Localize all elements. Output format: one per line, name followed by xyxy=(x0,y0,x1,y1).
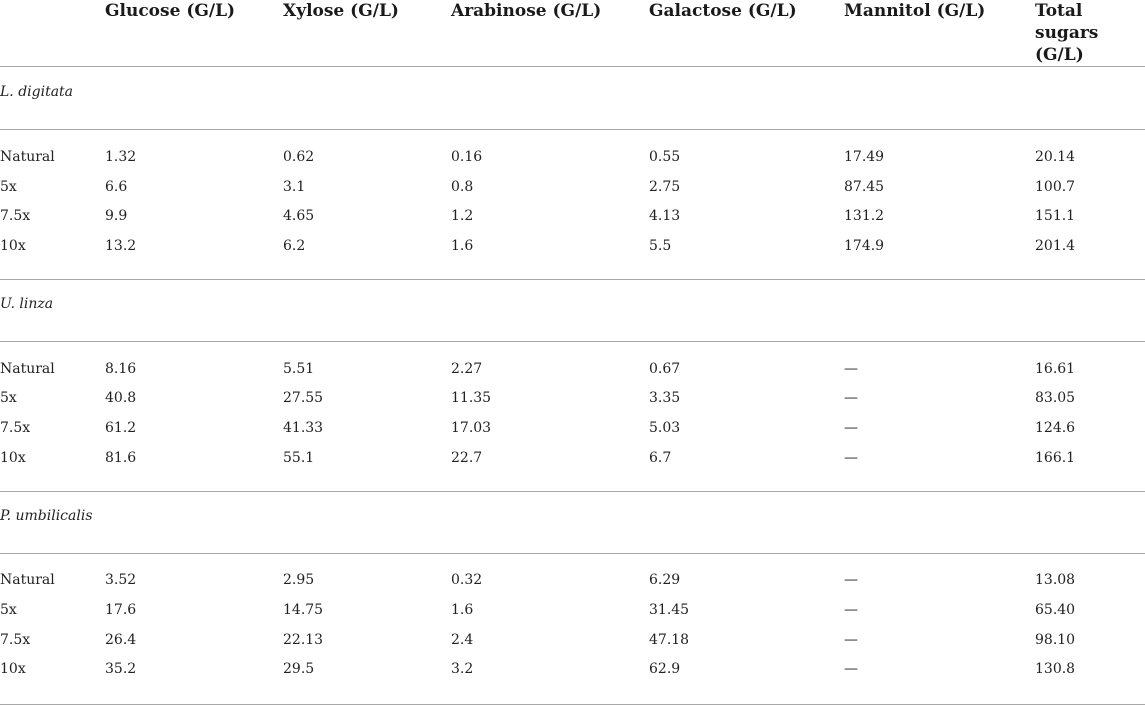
table-header xyxy=(0,0,1145,67)
table-cell: 87.45 xyxy=(844,178,885,195)
table-cell: 20.14 xyxy=(1035,148,1076,165)
table-cell: 81.6 xyxy=(105,449,137,466)
table-cell: 17.6 xyxy=(105,602,137,619)
group-spacer xyxy=(0,341,1145,354)
table-row xyxy=(0,566,1145,596)
table-cell: 41.33 xyxy=(283,419,324,436)
spacer-cell xyxy=(0,130,1145,143)
table-cell: 31.45 xyxy=(649,602,690,619)
spacer-cell xyxy=(0,341,1145,354)
table-cell: 6.7 xyxy=(649,449,672,466)
table-cell: 13.08 xyxy=(1035,572,1076,589)
table-cell: 1.6 xyxy=(451,602,474,619)
table-cell: 1.2 xyxy=(451,208,474,225)
header-cell-blank xyxy=(0,0,103,67)
table-cell: 9.9 xyxy=(105,208,128,225)
table-cell: — xyxy=(844,419,858,436)
table-cell: 124.6 xyxy=(1035,419,1076,436)
table-cell: 174.9 xyxy=(844,237,885,254)
group-row xyxy=(0,279,1145,341)
table-cell: 166.1 xyxy=(1035,449,1076,466)
table-cell: 5.03 xyxy=(649,419,681,436)
table-cell: — xyxy=(844,661,858,678)
table-cell: 4.65 xyxy=(283,208,315,225)
group-row xyxy=(0,491,1145,553)
table-cell: 35.2 xyxy=(105,661,137,678)
row-label-cell: Natural xyxy=(0,572,55,589)
table-cell: 1.32 xyxy=(105,148,137,165)
header-row xyxy=(0,0,1145,67)
table-cell: — xyxy=(844,449,858,466)
table-cell: 27.55 xyxy=(283,390,324,407)
table-cell: 55.1 xyxy=(283,449,315,466)
table-cell: 8.16 xyxy=(105,360,137,377)
table-cell: 2.4 xyxy=(451,631,474,648)
table-cell: 2.95 xyxy=(283,572,315,589)
table-cell: 11.35 xyxy=(451,390,492,407)
table-cell: 13.2 xyxy=(105,237,137,254)
group-label: L. digitata xyxy=(0,61,1145,124)
table-cell: 4.13 xyxy=(649,208,681,225)
table-body xyxy=(0,67,1145,705)
table-row xyxy=(0,383,1145,413)
table-row xyxy=(0,142,1145,172)
group-spacer xyxy=(0,553,1145,566)
row-label-cell: 5x xyxy=(0,390,17,407)
table-row xyxy=(0,172,1145,202)
table-cell: 6.6 xyxy=(105,178,128,195)
table-cell: 0.16 xyxy=(451,148,483,165)
table-cell: 2.27 xyxy=(451,360,483,377)
table-cell: — xyxy=(844,631,858,648)
table-cell: 40.8 xyxy=(105,390,137,407)
table-row xyxy=(0,354,1145,384)
table-cell: 130.8 xyxy=(1035,661,1076,678)
table-cell: 62.9 xyxy=(649,661,681,678)
table-cell: 22.13 xyxy=(283,631,324,648)
row-label-cell: 7.5x xyxy=(0,419,31,436)
table-cell: 131.2 xyxy=(844,208,885,225)
table-cell: 0.67 xyxy=(649,360,681,377)
table-cell: 3.1 xyxy=(283,178,306,195)
table-cell: 16.61 xyxy=(1035,360,1076,377)
table-cell: 3.2 xyxy=(451,661,474,678)
table-cell: 0.62 xyxy=(283,148,315,165)
table-row xyxy=(0,655,1145,685)
row-label-cell: Natural xyxy=(0,360,55,377)
table-cell: 14.75 xyxy=(283,602,324,619)
table-cell: 22.7 xyxy=(451,449,483,466)
table-cell: 0.8 xyxy=(451,178,474,195)
table-cell: — xyxy=(844,390,858,407)
table-cell: 1.6 xyxy=(451,237,474,254)
row-label-cell: 7.5x xyxy=(0,208,31,225)
table-row xyxy=(0,595,1145,625)
header-cell-mannitol: Mannitol (G/L) xyxy=(842,0,1033,67)
table-cell: 5.5 xyxy=(649,237,672,254)
group-label: P. umbilicalis xyxy=(0,485,1145,547)
table-row xyxy=(0,231,1145,261)
header-cell-total-sugars: Total sugars (G/L) xyxy=(1033,0,1145,67)
row-label-cell: 10x xyxy=(0,449,26,466)
table-bottom-rule xyxy=(0,684,1145,705)
table-row xyxy=(0,413,1145,443)
table-cell: 26.4 xyxy=(105,631,137,648)
table-row xyxy=(0,201,1145,231)
table-cell: 17.03 xyxy=(451,419,492,436)
table-cell: — xyxy=(844,572,858,589)
table-cell: 83.05 xyxy=(1035,390,1076,407)
table-cell: 151.1 xyxy=(1035,208,1076,225)
table-cell: 6.29 xyxy=(649,572,681,589)
header-cell-arabinose: Arabinose (G/L) xyxy=(449,0,647,67)
table-cell: 201.4 xyxy=(1035,237,1076,254)
row-label-cell: 10x xyxy=(0,661,26,678)
row-label-cell: 10x xyxy=(0,237,26,254)
table-cell: 0.55 xyxy=(649,148,681,165)
row-label-cell: 5x xyxy=(0,178,17,195)
table-cell: 29.5 xyxy=(283,661,315,678)
header-cell-galactose: Galactose (G/L) xyxy=(647,0,842,67)
table-cell: 5.51 xyxy=(283,360,315,377)
table-row xyxy=(0,625,1145,655)
table-cell: — xyxy=(844,360,858,377)
group-label: U. linza xyxy=(0,273,1145,335)
table-row xyxy=(0,443,1145,473)
table-cell: 0.32 xyxy=(451,572,483,589)
table-cell: 61.2 xyxy=(105,419,137,436)
table-cell: 98.10 xyxy=(1035,631,1076,648)
group-spacer xyxy=(0,130,1145,143)
header-cell-glucose: Glucose (G/L) xyxy=(103,0,281,67)
group-row xyxy=(0,67,1145,130)
row-label-cell: 7.5x xyxy=(0,631,31,648)
spacer-cell xyxy=(0,553,1145,566)
bottom-rule-cell xyxy=(0,684,1145,705)
table-cell: 17.49 xyxy=(844,148,885,165)
table-cell: 3.52 xyxy=(105,572,137,589)
row-label-cell: 5x xyxy=(0,602,17,619)
table-cell: 47.18 xyxy=(649,631,690,648)
table-cell: 2.75 xyxy=(649,178,681,195)
header-cell-xylose: Xylose (G/L) xyxy=(281,0,449,67)
table-cell: 65.40 xyxy=(1035,602,1076,619)
table-cell: 100.7 xyxy=(1035,178,1076,195)
table-cell: — xyxy=(844,602,858,619)
table-cell: 3.35 xyxy=(649,390,681,407)
table-cell: 6.2 xyxy=(283,237,306,254)
row-label-cell: Natural xyxy=(0,148,55,165)
